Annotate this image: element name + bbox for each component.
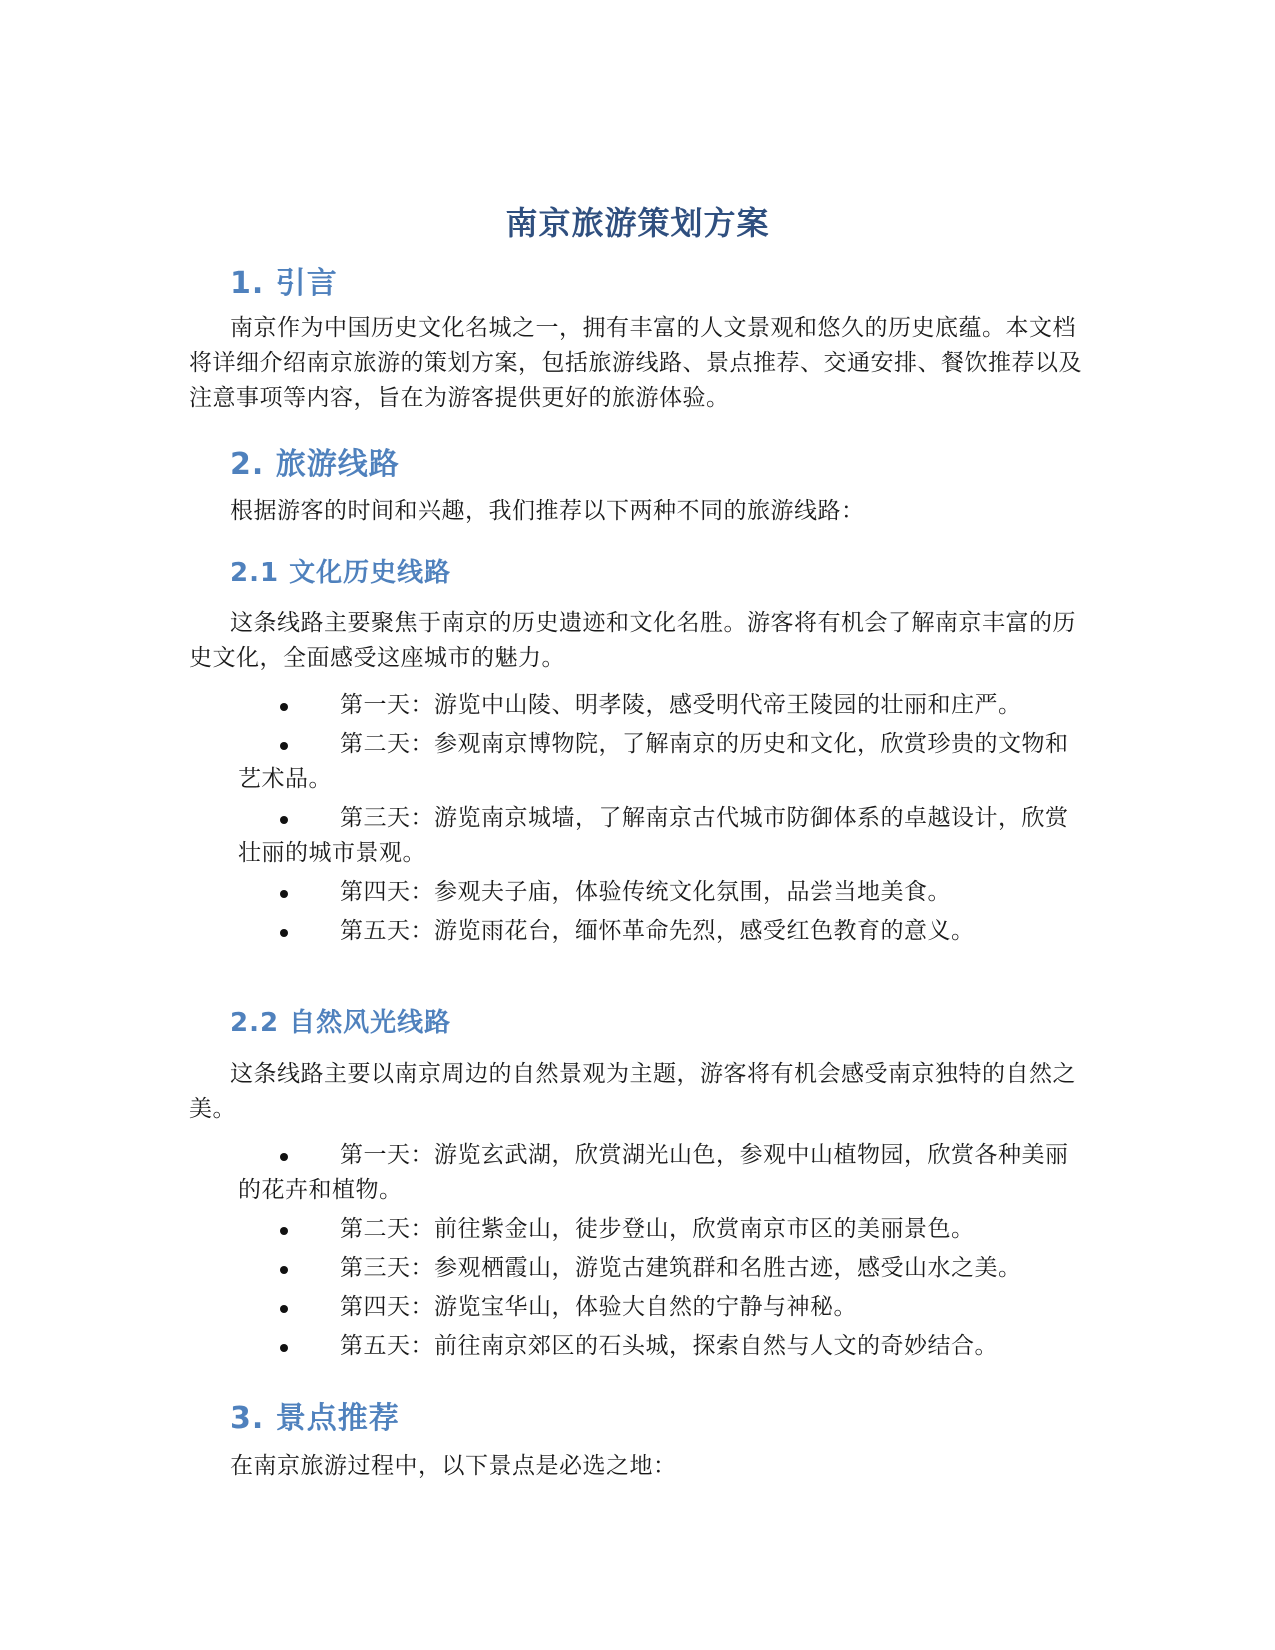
bullet-icon xyxy=(280,929,288,937)
nature-route-list xyxy=(238,1138,1089,1368)
list-item xyxy=(238,875,1089,910)
bullet-icon xyxy=(280,1344,288,1352)
bullet-icon xyxy=(280,742,288,750)
subsection-heading-nature-route: 2.2 自然风光线路 xyxy=(230,1008,452,1038)
list-item xyxy=(238,727,1089,797)
list-item xyxy=(238,801,1089,871)
list-item-text: 第二天：前往紫金山，徒步登山，欣赏南京市区的美丽景色。 xyxy=(340,1216,975,1242)
culture-route-paragraph: 这条线路主要聚焦于南京的历史遗迹和文化名胜。游客将有机会了解南京丰富的历史文化，全面感受这座城市的魅力。 xyxy=(189,610,1076,671)
list-item xyxy=(238,688,1089,723)
bullet-icon xyxy=(280,816,288,824)
intro-paragraph: 南京作为中国历史文化名城之一，拥有丰富的人文景观和悠久的历史底蕴。本文档将详细介绍南京旅游的策划方案，包括旅游线路、景点推荐、交通安排、餐饮推荐以及注意事项等内容，旨在为游客提供更好的旅游体验。 xyxy=(189,315,1082,411)
bullet-icon xyxy=(280,703,288,711)
section-heading-attractions: 3. 景点推荐 xyxy=(230,1401,400,1436)
list-item xyxy=(238,914,1089,949)
list-item xyxy=(238,1290,1089,1325)
list-item-text: 第五天：前往南京郊区的石头城，探索自然与人文的奇妙结合。 xyxy=(340,1333,998,1359)
list-item-text: 第四天：游览宝华山，体验大自然的宁静与神秘。 xyxy=(340,1294,857,1320)
list-item xyxy=(238,1251,1089,1286)
list-item-text: 第四天：参观夫子庙，体验传统文化氛围，品尝当地美食。 xyxy=(340,879,951,905)
bullet-icon xyxy=(280,890,288,898)
list-item-text: 第一天：游览玄武湖，欣赏湖光山色，参观中山植物园，欣赏各种美丽的花卉和植物。 xyxy=(238,1142,1069,1203)
nature-route-paragraph: 这条线路主要以南京周边的自然景观为主题，游客将有机会感受南京独特的自然之美。 xyxy=(189,1061,1076,1122)
bullet-icon xyxy=(280,1153,288,1161)
bullet-icon xyxy=(280,1266,288,1274)
bullet-icon xyxy=(280,1227,288,1235)
list-item-text: 第一天：游览中山陵、明孝陵，感受明代帝王陵园的壮丽和庄严。 xyxy=(340,692,1022,718)
subsection-heading-culture-route: 2.1 文化历史线路 xyxy=(230,558,452,588)
list-item xyxy=(238,1138,1089,1208)
section-heading-intro: 1. 引言 xyxy=(230,266,338,301)
list-item-text: 第三天：游览南京城墙，了解南京古代城市防御体系的卓越设计，欣赏壮丽的城市景观。 xyxy=(238,805,1069,866)
list-item xyxy=(238,1212,1089,1247)
attractions-paragraph: 在南京旅游过程中，以下景点是必选之地： xyxy=(230,1453,677,1479)
list-item xyxy=(238,1329,1089,1364)
bullet-icon xyxy=(280,1305,288,1313)
section-heading-routes: 2. 旅游线路 xyxy=(230,447,400,482)
document-title: 南京旅游策划方案 xyxy=(505,204,770,242)
routes-paragraph: 根据游客的时间和兴趣，我们推荐以下两种不同的旅游线路： xyxy=(230,498,865,524)
culture-route-list xyxy=(238,688,1089,953)
list-item-text: 第二天：参观南京博物院，了解南京的历史和文化，欣赏珍贵的文物和艺术品。 xyxy=(238,731,1069,792)
list-item-text: 第五天：游览雨花台，缅怀革命先烈，感受红色教育的意义。 xyxy=(340,918,975,944)
list-item-text: 第三天：参观栖霞山，游览古建筑群和名胜古迹，感受山水之美。 xyxy=(340,1255,1022,1281)
